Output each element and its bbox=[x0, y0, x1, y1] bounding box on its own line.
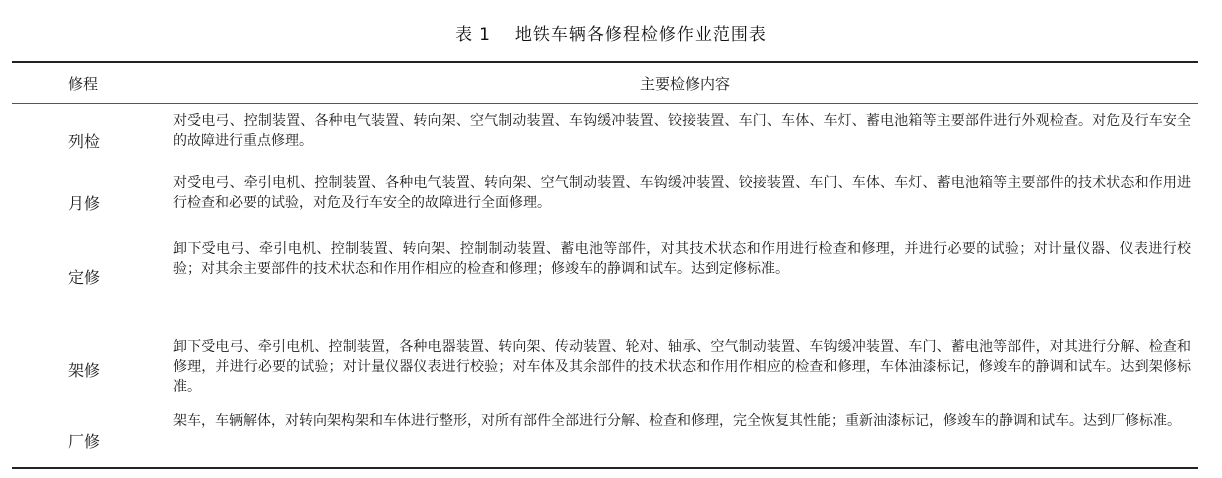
row-name: 厂修 bbox=[68, 432, 101, 451]
table-number: 1 bbox=[479, 25, 491, 45]
header-maintenance-level: 修程 bbox=[68, 75, 99, 93]
row-name: 列检 bbox=[68, 132, 101, 151]
table-row bbox=[12, 233, 1198, 319]
table-row bbox=[12, 409, 1198, 465]
table-row bbox=[12, 107, 1198, 169]
row-content: 卸下受电弓、牵引电机、控制装置、转向架、控制制动装置、蓄电池等部件，对其技术状态和作用进行检查和修理，并进行必要的试验；对计量仪器、仪表进行校验；对其余主要部件的技术状态和作用作相应的检查和修理；修竣车的静调和试车。达到定修标准。 bbox=[173, 241, 1191, 277]
table-title: 地铁车辆各修程检修作业范围表 bbox=[514, 25, 767, 45]
row-name: 定修 bbox=[68, 268, 101, 287]
row-content: 架车，车辆解体，对转向架构架和车体进行整形，对所有部件全部进行分解、检查和修理，完全恢复其性能；重新油漆标记，修竣车的静调和试车。达到厂修标准。 bbox=[173, 413, 1181, 429]
table-label: 表 bbox=[455, 25, 474, 45]
row-name: 架修 bbox=[68, 361, 101, 380]
row-content: 对受电弓、牵引电机、控制装置、各种电气装置、转向架、空气制动装置、车钩缓冲装置、铰接装置、车门、车体、车灯、蓄电池箱等主要部件的技术状态和作用进行检查和必要的试验，对危及行车安全的故障进行全面修理。 bbox=[173, 175, 1191, 211]
row-content: 卸下受电弓、牵引电机、控制装置，各种电器装置、转向架、传动装置、轮对、轴承、空气制动装置、车钩缓冲装置、车门、蓄电池等部件，对其进行分解、检查和修理，并进行必要的试验；对计量仪器仪表进行校验；对车体及其余部件的技术状态和作用作相应的检查和修理，车体油漆标记，修竣车的静调和试车。达到架修标准。 bbox=[173, 339, 1191, 395]
row-content: 对受电弓、控制装置、各种电气装置、转向架、空气制动装置、车钩缓冲装置、铰接装置、车门、车体、车灯、蓄电池箱等主要部件进行外观检查。对危及行车安全的故障进行重点修理。 bbox=[173, 113, 1191, 149]
table-caption bbox=[0, 20, 1222, 45]
maintenance-table bbox=[12, 61, 1198, 469]
row-name: 月修 bbox=[68, 194, 101, 213]
table-row bbox=[12, 169, 1198, 233]
table-row bbox=[12, 323, 1198, 405]
table-header-row bbox=[12, 63, 1198, 104]
header-main-content: 主要检修内容 bbox=[639, 75, 730, 93]
